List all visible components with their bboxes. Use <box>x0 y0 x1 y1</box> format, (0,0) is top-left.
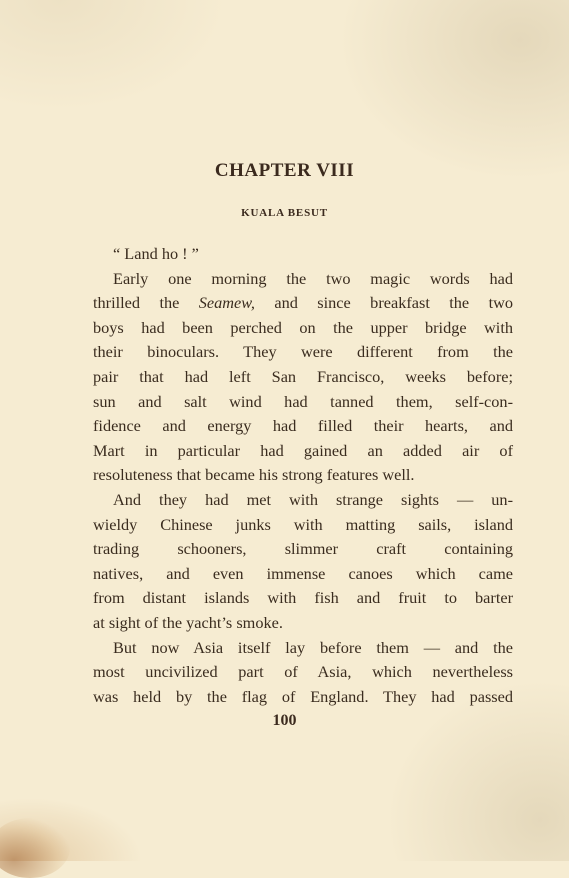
text-line: Mart in particular had gained an added air of <box>93 440 513 460</box>
page-number: 100 <box>272 712 297 729</box>
text-line: from distant islands with fish and fruit to barter <box>93 588 513 608</box>
ship-name: Seamew, <box>198 293 255 313</box>
text-line: most uncivilized part of Asia, which nevertheless <box>93 662 513 682</box>
text-line: sun and salt wind had tanned them, self-con- <box>93 391 513 411</box>
text-line: “ Land ho ! ” <box>113 244 199 263</box>
text-line: And they had met with strange sights — un- <box>113 489 513 509</box>
text-line: fidence and energy had filled their hearts, and <box>93 416 513 436</box>
text-line: wieldy Chinese junks with matting sails, island <box>93 514 513 534</box>
text-line: But now Asia itself lay before them — and the <box>113 637 513 657</box>
text-fragment: thrilled the <box>93 293 199 313</box>
text-line <box>93 291 513 316</box>
chapter-subtitle: KUALA BESUT <box>241 207 328 219</box>
body-text <box>93 242 513 709</box>
text-line: pair that had left San Francisco, weeks before; <box>93 366 513 386</box>
text-line: resoluteness that became his strong features well. <box>93 465 415 485</box>
chapter-title: CHAPTER VIII <box>214 160 355 181</box>
text-line: trading schooners, slimmer craft containing <box>93 539 513 559</box>
text-line: Early one morning the two magic words had <box>113 268 513 288</box>
page-stain <box>0 818 70 878</box>
text-fragment: and since breakfast the two <box>254 293 513 313</box>
text-line: their binoculars. They were different from the <box>93 342 513 362</box>
text-line: boys had been perched on the upper bridge with <box>93 317 513 337</box>
text-line: at sight of the yacht’s smoke. <box>93 612 283 632</box>
text-line: natives, and even immense canoes which came <box>93 563 513 583</box>
text-line: was held by the flag of England. They had passed <box>93 686 513 706</box>
